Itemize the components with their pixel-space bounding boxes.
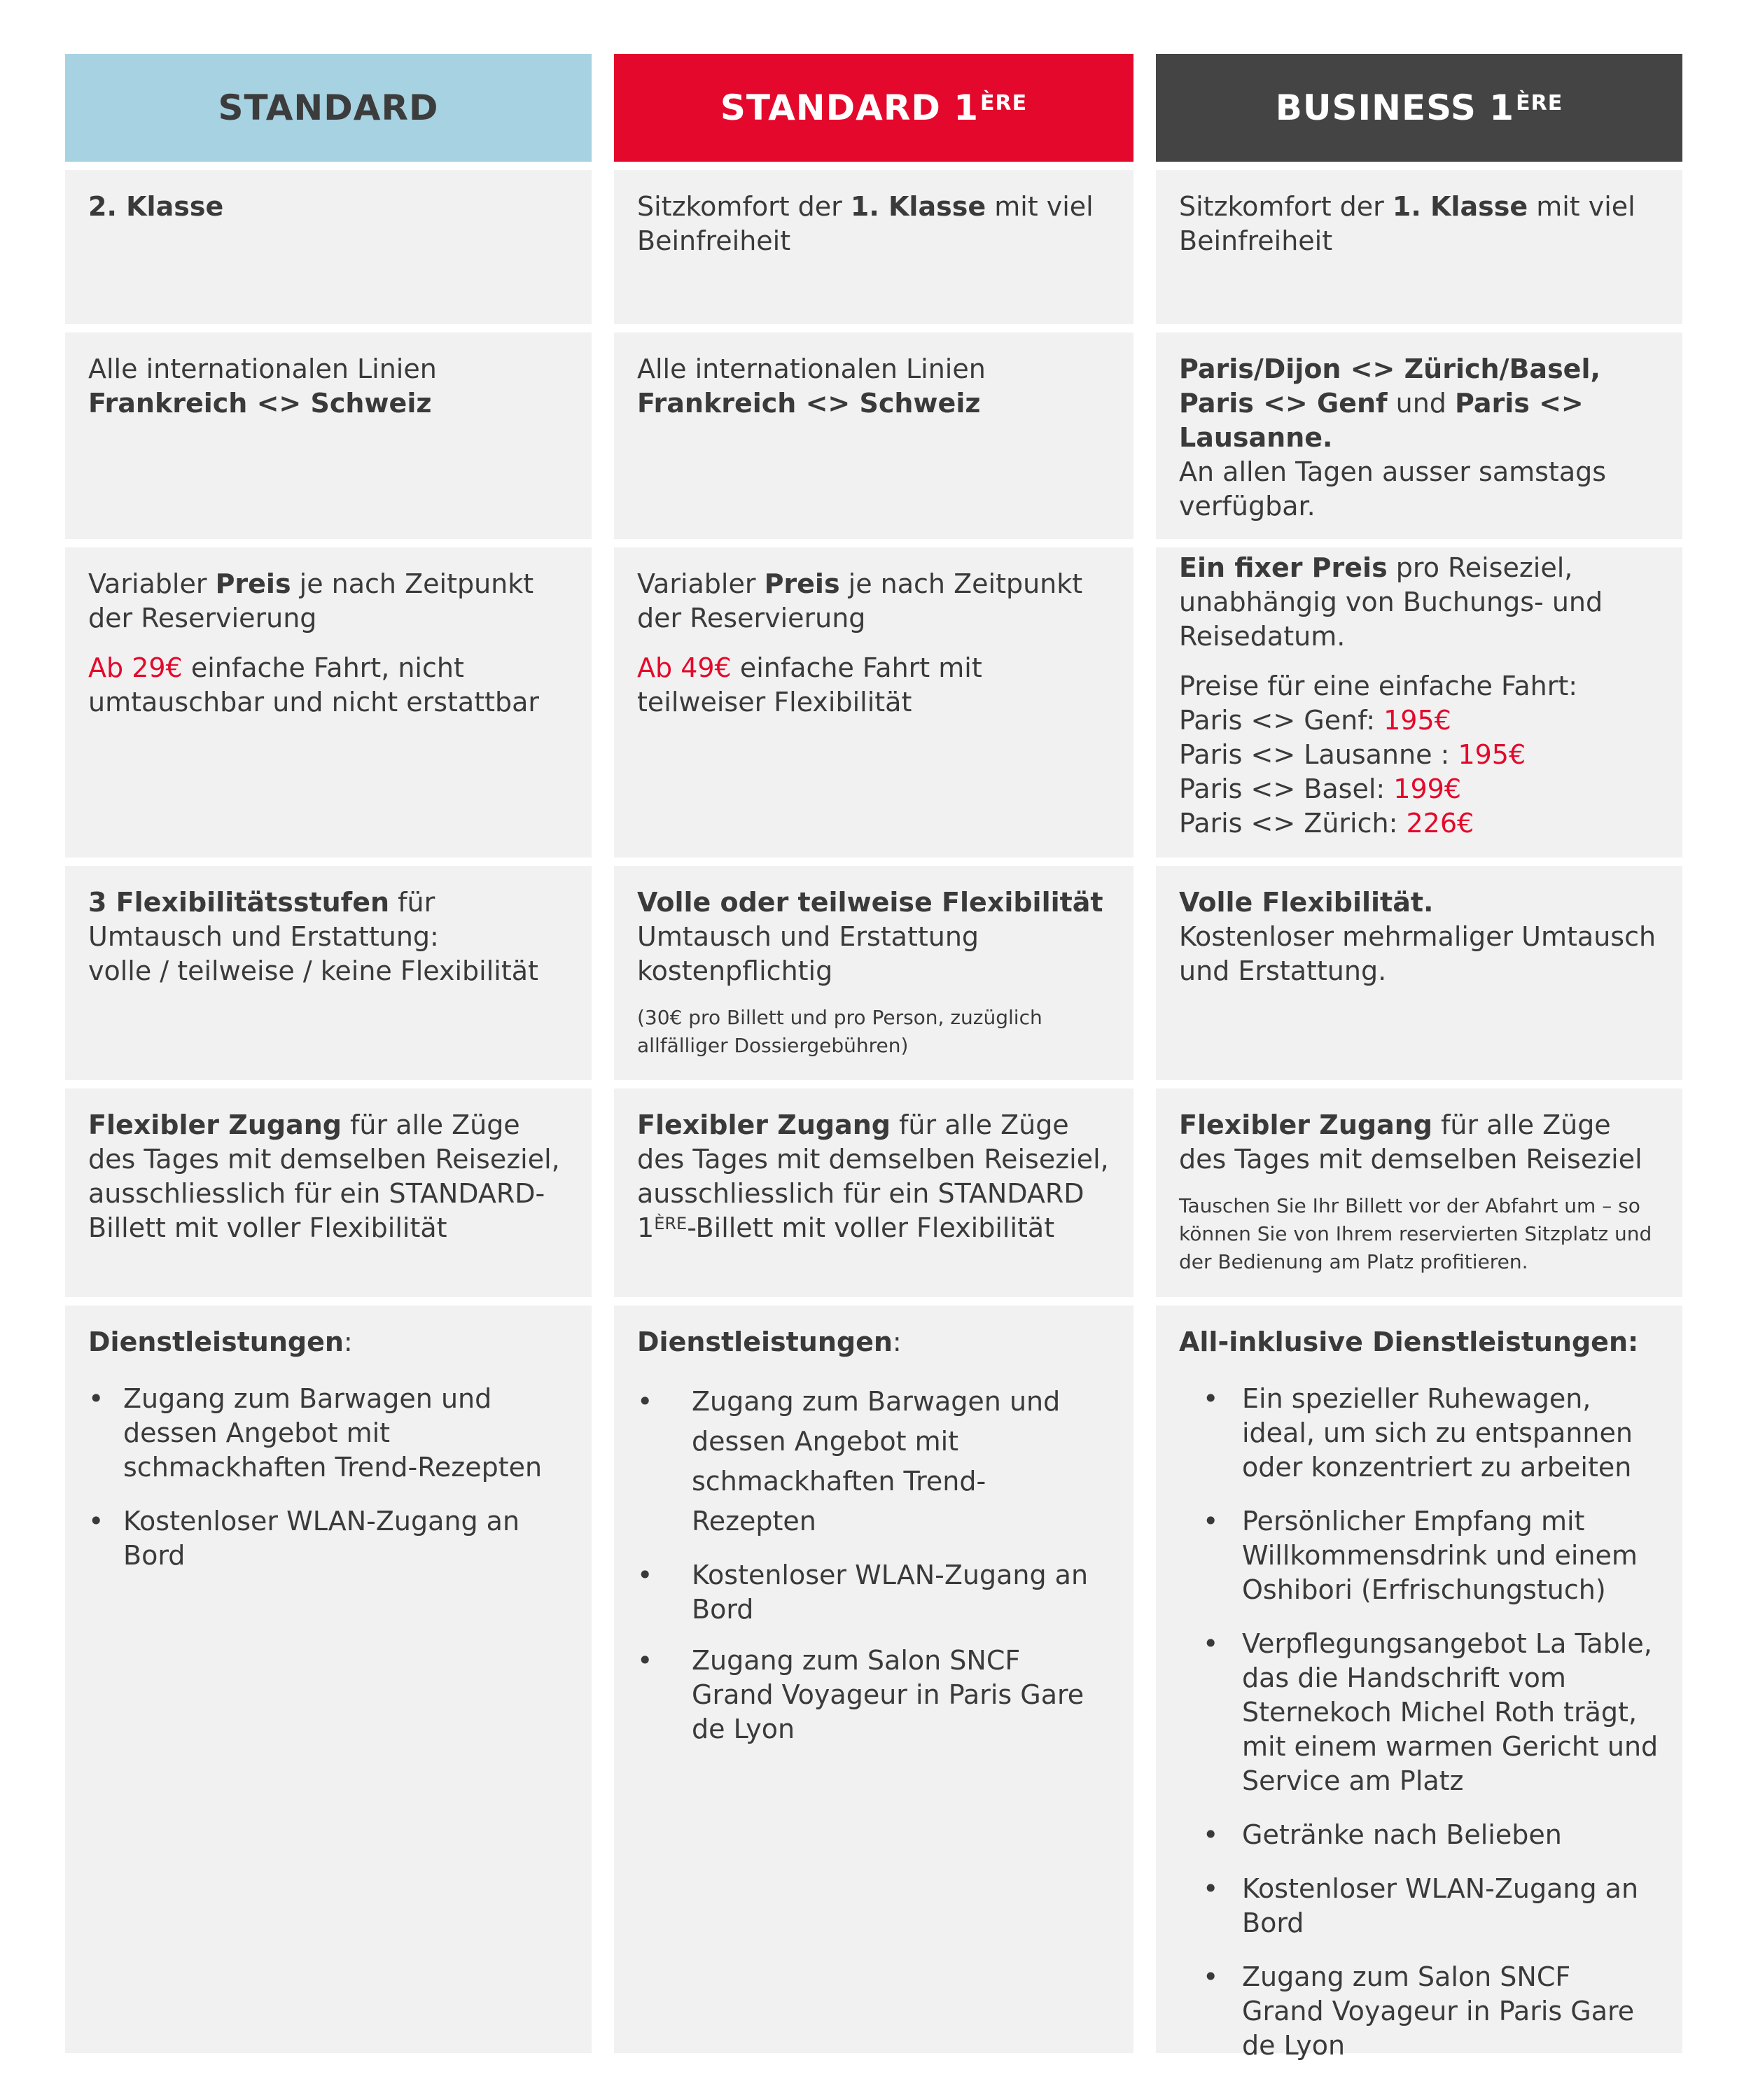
cell-price-standard — [65, 547, 592, 858]
routes-label: Frankreich <> Schweiz — [637, 388, 981, 419]
route-price: 195€ — [1458, 739, 1526, 770]
cell-access-standard-1st — [614, 1088, 1133, 1297]
cell-access-business-1st — [1156, 1088, 1682, 1297]
cell-flex-standard — [65, 866, 592, 1080]
cell-services-business-1st — [1156, 1306, 1682, 2061]
route-and: und — [1387, 388, 1455, 419]
services-list — [637, 1382, 1110, 1746]
cell-class-standard-1st — [614, 170, 1133, 324]
services-title: All-inklusive Dienstleistungen: — [1179, 1326, 1639, 1357]
cell-flex-business-1st — [1156, 866, 1682, 1080]
list-item: • Verpflegungsangebot La Table, das die Handschrift vom Sternekoch Michel Roth trägt, mit einem warmen Gericht und Service am Platz — [1179, 1627, 1659, 1798]
price-from: Ab 49€ — [637, 652, 732, 683]
routes-intro: Alle internationalen Linien — [88, 354, 437, 384]
header-business-1st-title: BUSINESS 1 — [1275, 88, 1515, 128]
price-pre: Variabler — [637, 568, 765, 599]
cell-routes-standard-1st — [614, 332, 1133, 539]
seat-comfort-post: mit viel Beinfreiheit — [637, 191, 1094, 256]
list-item: • Zugang zum Barwagen und dessen Angebot mit schmackhaften Trend-Rezepten — [637, 1382, 1110, 1541]
header-ere-sup: ÈRE — [980, 91, 1028, 115]
flex-text: Kostenloser mehrmaliger Umtausch und Erstattung. — [1179, 921, 1656, 986]
route-name: Paris <> Genf: — [1179, 705, 1384, 736]
header-standard-1st-title: STANDARD 1 — [720, 88, 979, 128]
class-label: 1. Klasse — [850, 191, 986, 222]
class-label: 1. Klasse — [1392, 191, 1528, 222]
list-item: • Persönlicher Empfang mit Willkommensdrink und einem Oshibori (Erfrischungstuch) — [1179, 1504, 1659, 1607]
price-post: je nach Zeitpunkt der Reservierung — [88, 568, 534, 634]
route-price: 226€ — [1406, 808, 1474, 839]
services-list — [88, 1382, 568, 1573]
price-label: Preis — [215, 568, 291, 599]
services-colon: : — [343, 1326, 353, 1357]
header-standard-1st — [614, 54, 1133, 162]
flex-levels: volle / teilweise / keine Flexibilität — [88, 955, 538, 986]
route-price-row — [1179, 705, 1451, 736]
access-label: Flexibler Zugang — [88, 1110, 342, 1140]
price-route-list — [1179, 704, 1659, 841]
cell-routes-standard — [65, 332, 592, 539]
route-price: 199€ — [1393, 774, 1462, 804]
route-price-row — [1179, 808, 1474, 839]
fixed-price-text: pro Reiseziel, unabhängig von Buchungs- und Reisedatum. — [1179, 552, 1603, 652]
route-name: Paris <> Basel: — [1179, 774, 1394, 804]
flex-text: für Umtausch und Erstattung: — [88, 887, 439, 952]
routes-intro: Alle internationalen Linien — [637, 354, 986, 384]
cell-class-business-1st — [1156, 170, 1682, 324]
route-price: 195€ — [1383, 705, 1451, 736]
flex-label: Volle oder teilweise Flexibilität — [637, 887, 1103, 918]
price-conditions: einfache Fahrt, nicht umtauschbar und nicht erstattbar — [88, 652, 540, 718]
route-price-row — [1179, 739, 1526, 770]
header-ere-sup: ÈRE — [1516, 91, 1563, 115]
list-item: • Kostenloser WLAN-Zugang an Bord — [637, 1558, 1110, 1627]
routes-label: Frankreich <> Schweiz — [88, 388, 432, 419]
list-item: • Ein spezieller Ruhewagen, ideal, um sich zu entspannen oder konzentriert zu arbeiten — [1179, 1382, 1659, 1485]
list-item: • Zugang zum Barwagen und dessen Angebot mit schmackhaften Trend-Rezepten — [88, 1382, 568, 1485]
cell-services-standard-1st — [614, 1306, 1133, 2053]
cell-services-standard — [65, 1306, 592, 2053]
price-conditions: einfache Fahrt mit teilweiser Flexibilität — [637, 652, 982, 718]
flex-label: 3 Flexibilitätsstufen — [88, 887, 390, 918]
list-item: • Kostenloser WLAN-Zugang an Bord — [1179, 1872, 1659, 1940]
flex-label: Volle Flexibilität. — [1179, 887, 1434, 918]
route-2: Paris <> Genf — [1179, 388, 1388, 419]
class-label: 2. Klasse — [88, 191, 224, 222]
cell-access-standard — [65, 1088, 592, 1297]
cell-flex-standard-1st — [614, 866, 1133, 1080]
access-text-end: -Billett mit voller Flexibilität — [687, 1212, 1055, 1243]
price-pre: Variabler — [88, 568, 216, 599]
route-name: Paris <> Zürich: — [1179, 808, 1407, 839]
availability-note: An allen Tagen ausser samstags verfügbar. — [1179, 456, 1607, 522]
seat-comfort-pre: Sitzkomfort der — [637, 191, 851, 222]
access-label: Flexibler Zugang — [637, 1110, 891, 1140]
flex-fee-note: (30€ pro Billett und pro Person, zuzüglich allfälliger Dossiergebühren) — [637, 1006, 1042, 1057]
access-ere-sup: ÈRE — [654, 1214, 688, 1233]
list-item: • Getränke nach Belieben — [1179, 1818, 1659, 1852]
header-standard-title: STANDARD — [218, 88, 439, 128]
access-text: für alle Züge des Tages mit demselben Reiseziel — [1179, 1110, 1642, 1175]
list-item: • Zugang zum Salon SNCF Grand Voyageur in Paris Gare de Lyon — [1179, 1960, 1659, 2063]
cell-price-business-1st — [1156, 547, 1682, 858]
price-label: Preis — [764, 568, 840, 599]
access-label: Flexibler Zugang — [1179, 1110, 1432, 1140]
price-from: Ab 29€ — [88, 652, 183, 683]
services-title: Dienstleistungen — [637, 1326, 893, 1357]
route-3: Paris <> Lausanne. — [1179, 388, 1584, 453]
list-item: • Zugang zum Salon SNCF Grand Voyageur in Paris Gare de Lyon — [637, 1644, 1110, 1746]
fixed-price-label: Ein fixer Preis — [1179, 552, 1388, 583]
access-text: für alle Züge des Tages mit demselben Reiseziel, ausschliesslich für ein STANDARD-Billett mit voller Flexibilität — [88, 1110, 560, 1243]
services-title: Dienstleistungen — [88, 1326, 344, 1357]
route-1: Paris/Dijon <> Zürich/Basel, — [1179, 354, 1600, 384]
services-colon: : — [892, 1326, 902, 1357]
access-text: für alle Züge des Tages mit demselben Reiseziel, ausschliesslich für ein STANDARD 1 — [637, 1110, 1109, 1243]
price-post: je nach Zeitpunkt der Reservierung — [637, 568, 1083, 634]
route-price-row — [1179, 774, 1461, 804]
fare-comparison-table — [65, 54, 1682, 2061]
list-item: • Kostenloser WLAN-Zugang an Bord — [88, 1504, 568, 1573]
flex-text: Umtausch und Erstattung kostenpflichtig — [637, 921, 979, 986]
seat-comfort-pre: Sitzkomfort der — [1179, 191, 1393, 222]
services-list — [1179, 1382, 1659, 2063]
header-business-1st — [1156, 54, 1682, 162]
access-note: Tauschen Sie Ihr Billett vor der Abfahrt um – so können Sie von Ihrem reservierten Sitzplatz und der Bedienung am Platz profitieren. — [1179, 1194, 1652, 1273]
cell-routes-business-1st — [1156, 332, 1682, 539]
header-standard — [65, 54, 592, 162]
cell-price-standard-1st — [614, 547, 1133, 858]
cell-class-standard — [65, 170, 592, 324]
prices-intro: Preise für eine einfache Fahrt: — [1179, 671, 1578, 701]
route-name: Paris <> Lausanne : — [1179, 739, 1458, 770]
seat-comfort-post: mit viel Beinfreiheit — [1179, 191, 1635, 256]
